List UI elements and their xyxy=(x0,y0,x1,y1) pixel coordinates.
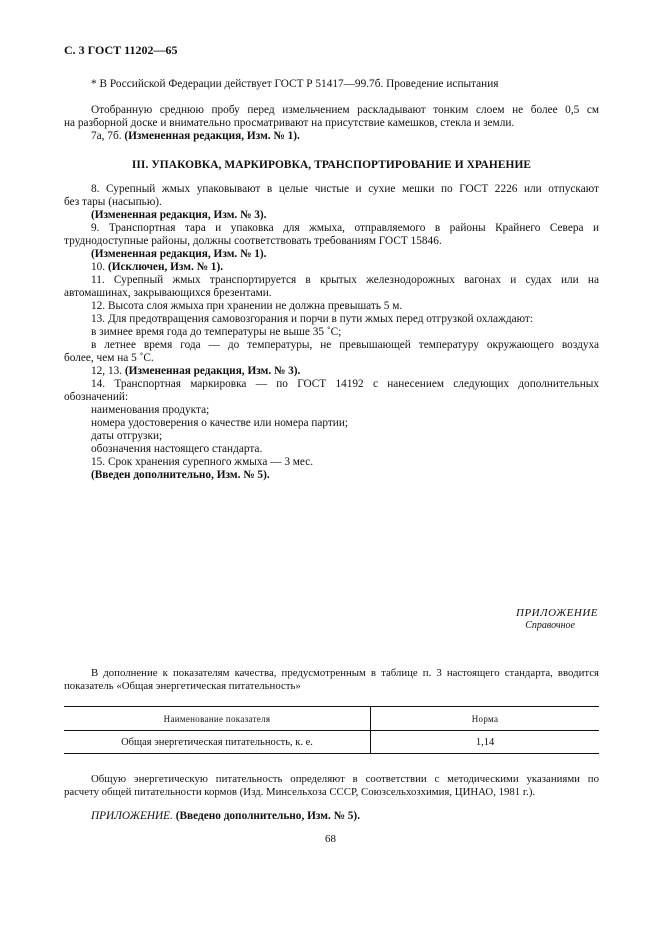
appendix-title: ПРИЛОЖЕНИЕ xyxy=(516,607,598,619)
page-header: С. 3 ГОСТ 11202—65 xyxy=(64,43,178,57)
item-8-line: 8. Сурепный жмых упаковывают в целые чистые и сухие мешки по ГОСТ 2226 или отпускают xyxy=(91,183,599,195)
item-9-note: (Измененная редакция, Изм. № 1). xyxy=(91,248,267,260)
column-header: Наименование показателя xyxy=(64,707,371,731)
item-8-note: (Измененная редакция, Изм. № 3). xyxy=(91,209,267,221)
item-14-line: 14. Транспортная маркировка — по ГОСТ 14192 с нанесением следующих дополнительных xyxy=(91,378,599,390)
appendix-footer-note: ПРИЛОЖЕНИЕ. (Введено дополнительно, Изм. № 5). xyxy=(91,810,361,822)
table-cell: Общая энергетическая питательность, к. е. xyxy=(64,731,371,754)
appendix-intro-line: показатель «Общая энергетическая питательность» xyxy=(64,680,301,692)
item-12: 12. Высота слоя жмыха при хранении не должна превышать 5 м. xyxy=(91,300,403,312)
table-row xyxy=(64,731,599,754)
appendix-subtitle: Справочное xyxy=(525,620,575,631)
list-item: обозначения настоящего стандарта. xyxy=(91,443,263,455)
item-15-note: (Введен дополнительно, Изм. № 5). xyxy=(91,469,270,481)
item-11-line: 11. Сурепный жмых транспортируется в крытых железнодорожных вагонах и судах или на xyxy=(91,274,599,286)
item-14-line: обозначений: xyxy=(64,391,129,403)
item-13-line: 13. Для предотвращения самовозгорания и порчи в пути жмых перед отгрузкой охлаждают: xyxy=(91,313,533,325)
intro-paragraph-line: Отобранную среднюю пробу перед измельчением раскладывают тонким слоем не более 0,5 см xyxy=(91,104,599,116)
appendix-note-line: расчету общей питательности кормов (Изд. Минсельхоза СССР, Союзсельхозхимия, ЦИНАО, 1981 г.). xyxy=(64,786,536,798)
item-8-line: без тары (насыпью). xyxy=(64,196,162,208)
table-header-row xyxy=(64,707,599,731)
item-10: 10. (Исключен, Изм. № 1). xyxy=(91,261,224,273)
list-item: наименования продукта; xyxy=(91,404,210,416)
footnote: * В Российской Федерации действует ГОСТ Р 51417—99.7б. Проведение испытания xyxy=(91,78,499,90)
intro-amendment-note: 7а, 7б. (Измененная редакция, Изм. № 1). xyxy=(91,130,300,142)
list-item: даты отгрузки; xyxy=(91,430,163,442)
column-header: Норма xyxy=(371,707,600,731)
table-cell: 1,14 xyxy=(371,731,600,754)
list-item: номера удостоверения о качестве или номера партии; xyxy=(91,417,349,429)
intro-paragraph-line: на разборной доске и внимательно просматривают на присутствие камешков, стекла и земли. xyxy=(64,117,515,129)
section-title: III. УПАКОВКА, МАРКИРОВКА, ТРАНСПОРТИРОВАНИЕ И ХРАНЕНИЕ xyxy=(131,159,532,171)
item-13-line: более, чем на 5 ˚С. xyxy=(64,352,154,364)
appendix-intro-line: В дополнение к показателям качества, предусмотренным в таблице п. 3 настоящего стандарта, вводится xyxy=(91,667,599,679)
item-13-line: в летнее время года — до температуры, не превышающей температуру окружающего воздуха xyxy=(91,339,599,351)
item-11-line: автомашинах, закрывающихся брезентами. xyxy=(64,287,272,299)
item-9-line: труднодоступные районы, должны соответствовать требованиям ГОСТ 15846. xyxy=(64,235,442,247)
page-number: 68 xyxy=(325,833,336,845)
item-15: 15. Срок хранения сурепного жмыха — 3 мес. xyxy=(91,456,314,468)
appendix-note-line: Общую энергетическую питательность определяют в соответствии с методическими указаниями по xyxy=(91,773,599,785)
item-13-line: в зимнее время года до температуры не выше 35 ˚С; xyxy=(91,326,342,338)
item-12-13-note: 12, 13. (Измененная редакция, Изм. № 3). xyxy=(91,365,301,377)
norm-table xyxy=(64,706,599,754)
item-9-line: 9. Транспортная тара и упаковка для жмыха, отправляемого в районы Крайнего Севера и xyxy=(91,222,599,234)
